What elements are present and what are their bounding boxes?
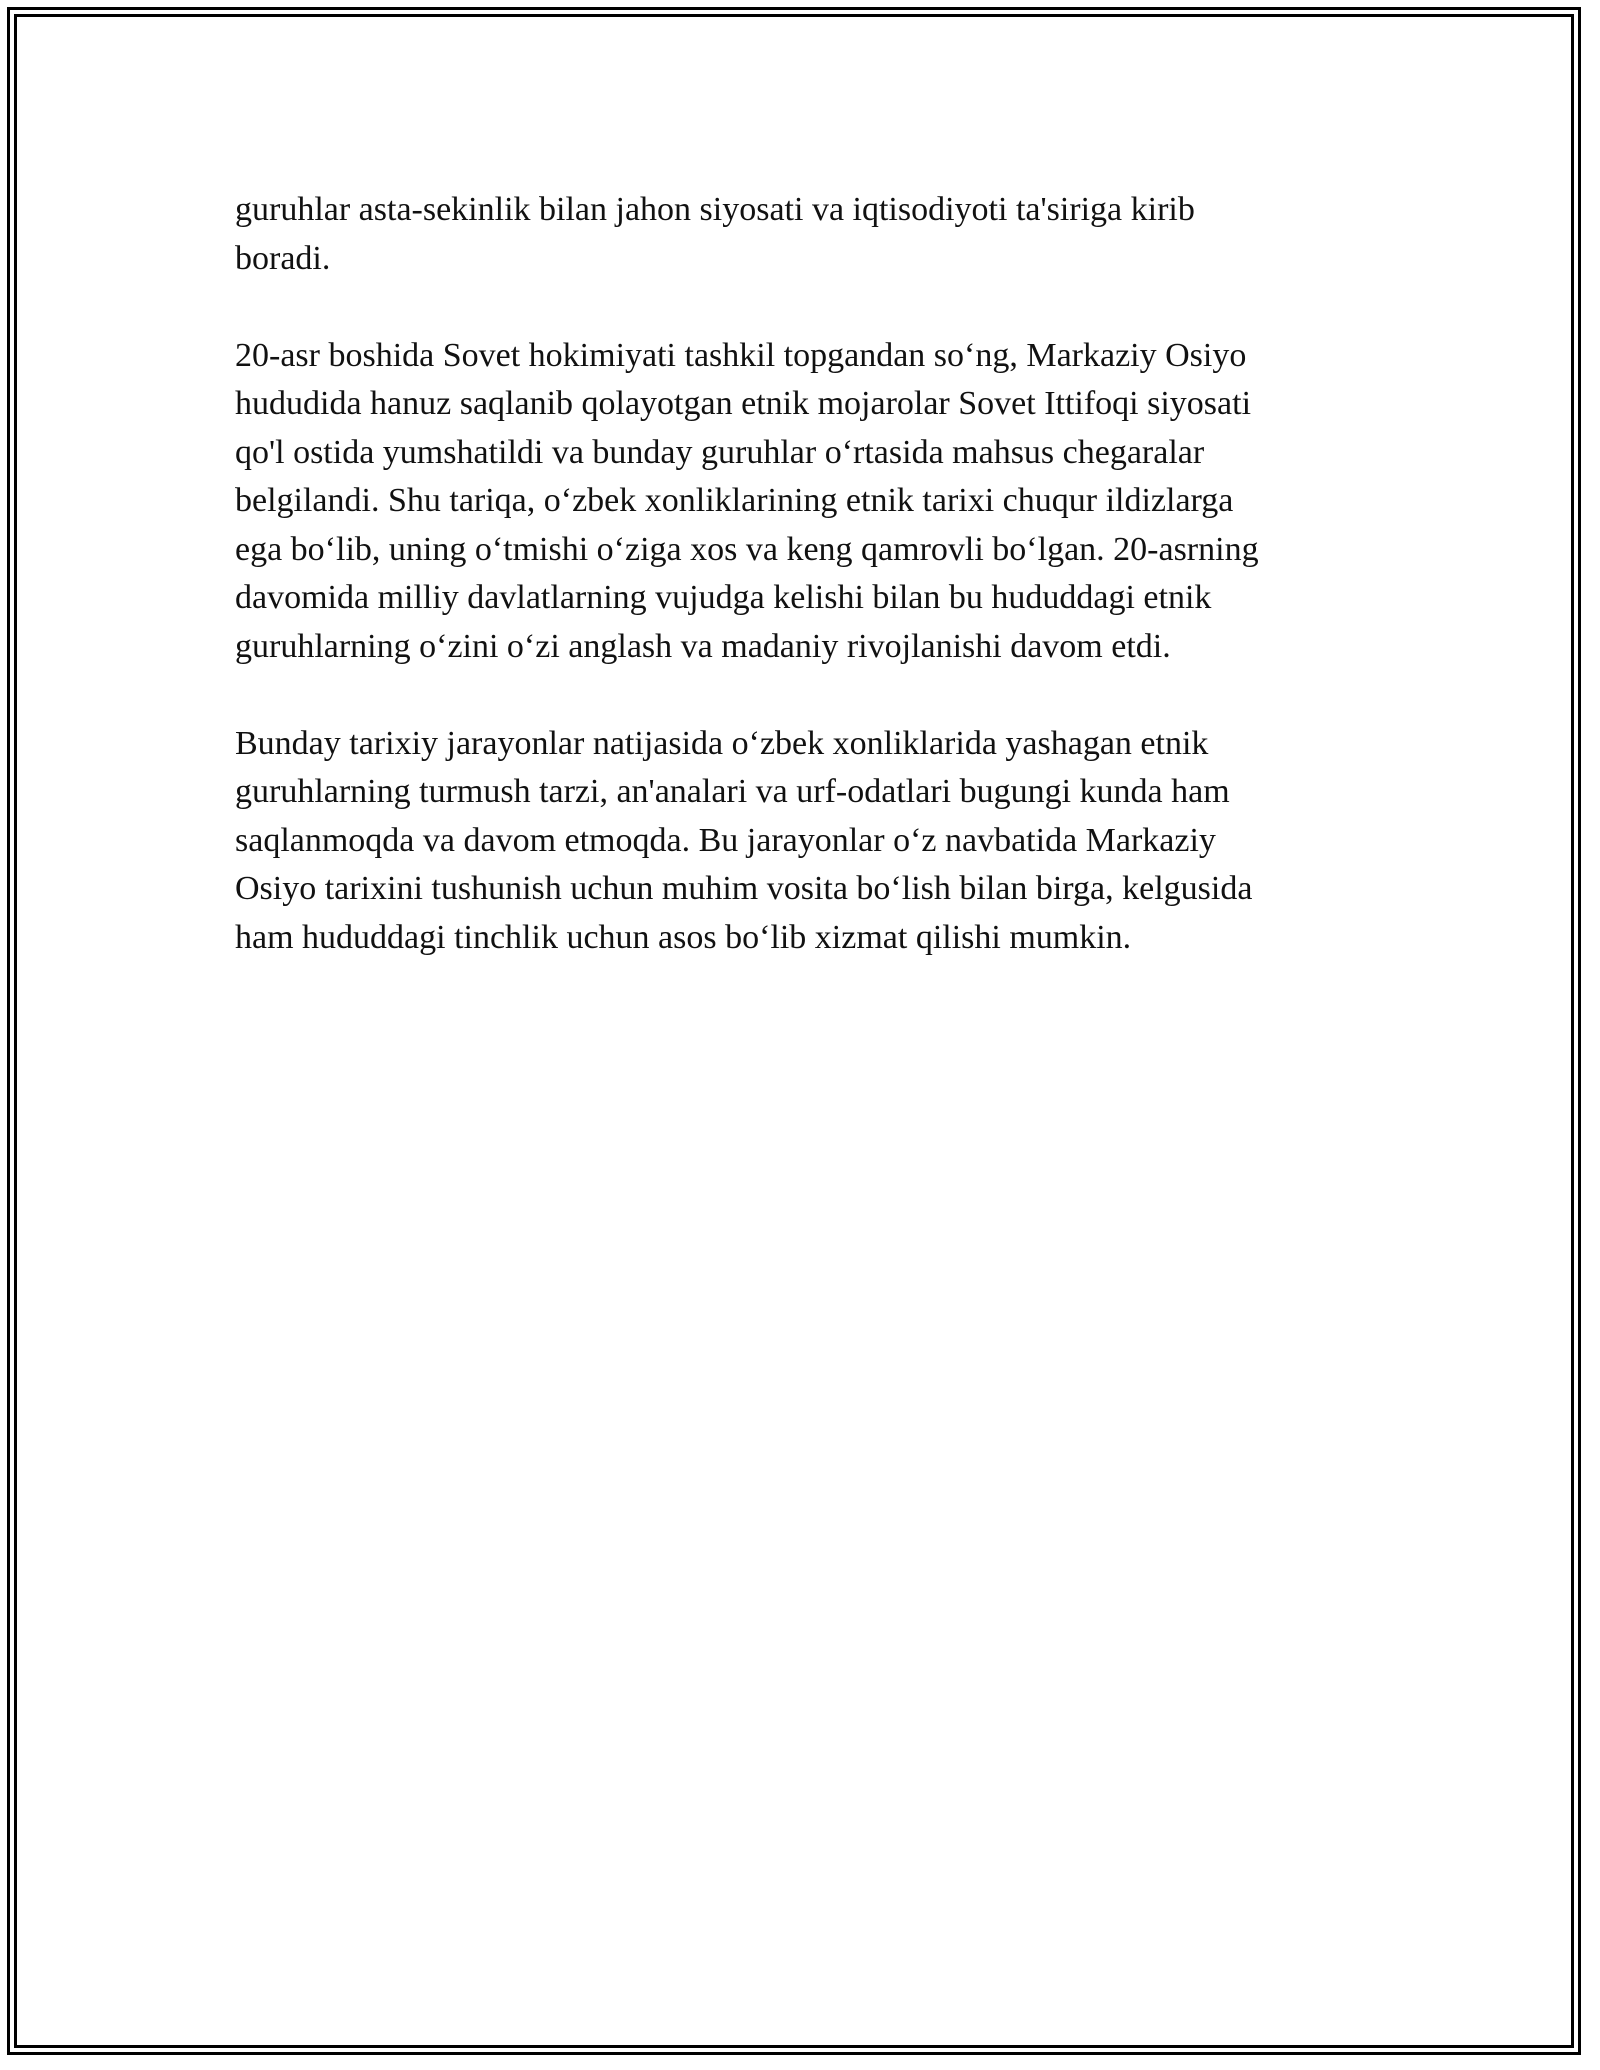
paragraph-line: davomida milliy davlatlarning vujudga kelishi bilan bu hududdagi etnik xyxy=(235,579,1212,616)
paragraph-line: Osiyo tarixini tushunish uchun muhim vosita bo‘lish bilan birga, kelgusida xyxy=(235,870,1253,907)
paragraph-line: hududida hanuz saqlanib qolayotgan etnik mojarolar Sovet Ittifoqi siyosati xyxy=(235,385,1252,422)
document-body xyxy=(235,186,1355,1011)
paragraph-1 xyxy=(235,186,1355,283)
paragraph-line: belgilandi. Shu tariqa, o‘zbek xonliklarining etnik tarixi chuqur ildizlarga xyxy=(235,482,1234,519)
paragraph-line: 20-asr boshida Sovet hokimiyati tashkil topgandan so‘ng, Markaziy Osiyo xyxy=(235,336,1247,374)
paragraph-line: ega bo‘lib, uning o‘tmishi o‘ziga xos va keng qamrovli bo‘lgan. 20-asrning xyxy=(235,530,1259,568)
paragraph-2 xyxy=(235,332,1355,672)
paragraph-line: qo'l ostida yumshatildi va bunday guruhlar o‘rtasida mahsus chegaralar xyxy=(235,433,1205,471)
paragraph-line: guruhlarning turmush tarzi, an'analari va urf-odatlari bugungi kunda ham xyxy=(235,773,1230,810)
paragraph-line: ham hududdagi tinchlik uchun asos bo‘lib xizmat qilishi mumkin. xyxy=(235,918,1132,956)
paragraph-line: boradi. xyxy=(235,239,331,277)
paragraph-line: Bunday tarixiy jarayonlar natijasida o‘zbek xonliklarida yashagan etnik xyxy=(235,724,1209,762)
paragraph-line: guruhlarning o‘zini o‘zi anglash va madaniy rivojlanishi davom etdi. xyxy=(235,627,1171,665)
paragraph-3 xyxy=(235,720,1355,963)
paragraph-line: saqlanmoqda va davom etmoqda. Bu jarayonlar o‘z navbatida Markaziy xyxy=(235,821,1216,859)
paragraph-line: guruhlar asta-sekinlik bilan jahon siyosati va iqtisodiyoti ta'siriga kirib xyxy=(235,191,1195,228)
